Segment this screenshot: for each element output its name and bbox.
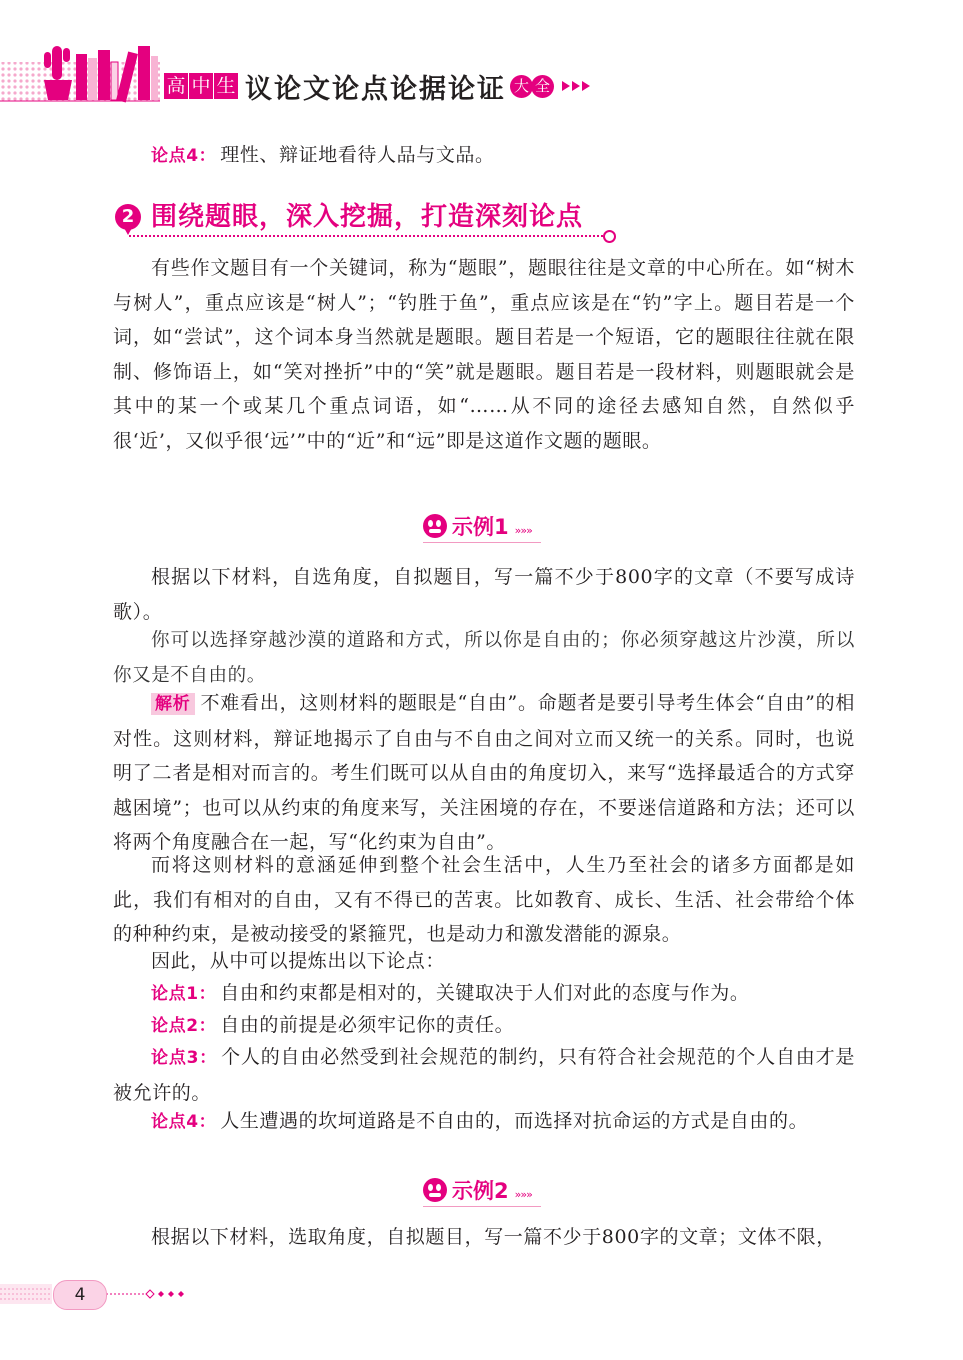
- title-box-2: 中: [189, 73, 213, 99]
- section-underline: [129, 235, 607, 237]
- title-box-1: 高: [164, 73, 188, 99]
- section-heading: [115, 198, 615, 246]
- argument-point-4: [113, 1104, 855, 1140]
- example2-label: 示例2: [452, 1179, 509, 1203]
- example1-heading: [423, 508, 532, 544]
- footer-decoration: [0, 1270, 963, 1330]
- analysis-label: 解析: [151, 693, 195, 715]
- page-number: 4: [53, 1280, 107, 1310]
- point-label: 论点3：: [151, 1048, 218, 1068]
- point-label: 论点4：: [151, 1112, 217, 1132]
- example1-conclusion: 因此，从中可以提炼出以下论点：: [151, 950, 446, 972]
- section-title: 围绕题眼，深入挖掘，打造深刻论点: [151, 202, 584, 232]
- top-argument-point: [113, 138, 855, 174]
- point-text: 自由和约束都是相对的，关键取决于人们对此的态度与作为。: [220, 982, 750, 1004]
- section-underline-end: [603, 230, 616, 243]
- analysis-text: 不难看出，这则材料的题眼是“自由”。命题者是要引导考生体会“自由”的相对性。这则材料，辩证地揭示了自由与不自由之间对立而又统一的关系。同时，也说明了二者是相对而言的。考生们既可以从自由的角度切入，来写“选择最适合的方式穿越困境”；也可以从约束的角度来写，关注困境的存在，不要迷信道路和方法；还可以将两个角度融合在一起，写“化约束为自由”。: [113, 692, 855, 853]
- point-label: 论点1：: [151, 984, 217, 1004]
- argument-point-1: [113, 976, 855, 1012]
- title-suffix-2: 全: [531, 75, 554, 98]
- argument-point-2: [113, 1008, 855, 1044]
- title-box-3: 生: [214, 73, 238, 99]
- example1-label: 示例1: [452, 515, 509, 539]
- example2-prompt: 根据以下材料，选取角度，自拟题目，写一篇不少于800字的文章；文体不限，: [151, 1226, 836, 1248]
- chevrons-icon: »»»: [514, 1187, 532, 1201]
- page-footer: [0, 1270, 963, 1330]
- title-suffix: [510, 75, 552, 98]
- example1-analysis: [113, 686, 855, 860]
- face-icon: [423, 514, 447, 538]
- title-suffix-1: 大: [510, 75, 533, 98]
- face-icon: [423, 1178, 447, 1202]
- triple-arrow-icon: [562, 81, 592, 91]
- book-title: 议论文论点论据论证: [245, 73, 506, 105]
- example1-material: 你可以选择穿越沙漠的道路和方式，所以你是自由的；你必须穿越这片沙漠，所以你又是不自由的。: [113, 630, 855, 686]
- chevrons-icon: »»»: [514, 523, 532, 537]
- example1-prompt: 根据以下材料，自选角度，自拟题目，写一篇不少于800字的文章（不要写成诗歌）。: [113, 566, 855, 623]
- example2-heading: [423, 1172, 532, 1208]
- point-text: 人生遭遇的坎坷道路是不自由的，而选择对抗命运的方式是自由的。: [220, 1110, 809, 1132]
- book-title-banner: [164, 58, 592, 114]
- page-header: [0, 0, 963, 130]
- section-intro: 有些作文题目有一个关键词，称为“题眼”，题眼往往是文章的中心所在。如“树木与树人”，重点应该是“树人”；“钓胜于鱼”，重点应该是在“钓”字上。题目若是一个词，如“尝试”，这个词本身当然就是题眼。题目若是一个短语，它的题眼往往就在限制、修饰语上，如“笑对挫折”中的“笑”就是题眼。题目若是一段材料，则题眼就会是其中的某一个或某几个重点词语，如“……从不同的途径去感知自然，自然似乎很‘近’，又似乎很‘远’”中的“近”和“远”即是这道作文题的题眼。: [113, 257, 855, 452]
- point-text: 理性、辩证地看待人品与文品。: [220, 144, 495, 166]
- argument-point-3: [113, 1040, 855, 1110]
- point-text: 自由的前提是必须牢记你的责任。: [220, 1014, 515, 1036]
- point-label: 论点2：: [151, 1016, 217, 1036]
- example1-extension: 而将这则材料的意涵延伸到整个社会生活中，人生乃至社会的诸多方面都是如此，我们有相对的自由，又有不得已的苦衷。比如教育、成长、生活、社会带给个体的种种约束，是被动接受的紧箍咒，也是动力和激发潜能的源泉。: [113, 854, 855, 945]
- point-label: 论点4：: [151, 146, 217, 166]
- books-icon: [76, 46, 158, 102]
- point-text: 个人的自由必然受到社会规范的制约，只有符合社会规范的个人自由才是被允许的。: [113, 1046, 855, 1104]
- section-number-badge: 2: [115, 204, 141, 230]
